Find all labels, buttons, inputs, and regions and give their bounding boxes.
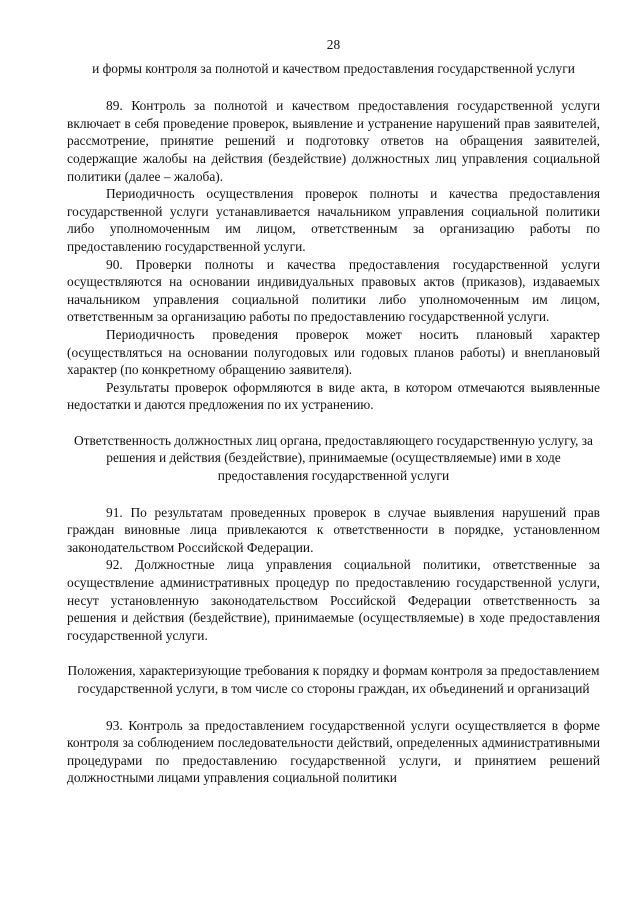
paragraph-90-results: Результаты проверок оформляются в виде акта, в котором отмечаются выявленные недостатки и даются предложения по их устранению. <box>67 379 600 413</box>
paragraph-90: 90. Проверки полноты и качества предоставления государственной услуги осуществляются на основании индивидуальных правовых актов (приказов), издаваемых начальником управления социальной политики либо уполномоченным им лицом, ответственным за организацию работы по предоставлению государственной услуги. <box>67 256 600 325</box>
paragraph-92: 92. Должностные лица управления социальной политики, ответственные за осуществление административных процедур по предоставлению государственной услуги, несут установленную законодательством Российской Федерации ответственность за решения и действия (бездействие), принимаемые (осуществляемые) в ходе предоставления государственной услуги. <box>67 557 600 643</box>
page-number: 28 <box>326 37 341 52</box>
paragraph-91: 91. По результатам проведенных проверок в случае выявления нарушений прав граждан виновные лица привлекаются к ответственности в порядке, установленном законодательством Российской Федерации. <box>67 504 600 555</box>
paragraph-89: 89. Контроль за полнотой и качеством предоставления государственной услуги включает в себя проведение проверок, выявление и устранение нарушений прав заявителей, рассмотрение, принятие решений и подготовку ответов на обращения заявителей, содержащие жалобы на действия (бездействие) должностных лиц управления социальной политики (далее – жалоба). <box>67 98 600 184</box>
paragraph-89-periodicity: Периодичность осуществления проверок полноты и качества предоставления государственной услуги устанавливается начальником управления социальной политики либо уполномоченным им лицом, ответственным за организацию работы по предоставлению государственной услуги. <box>67 186 600 254</box>
section-heading-responsibility: Ответственность должностных лиц органа, предоставляющего государственную услугу, за решения и действия (бездействие), принимаемые (осуществляемые) ими в ходе предоставления государственной услуги <box>73 432 593 484</box>
document-page <box>67 36 600 787</box>
section-heading-provisions: Положения, характеризующие требования к порядку и формам контроля за предоставлением государственной услуги, в том числе со стороны граждан, их объединений и организаций <box>67 663 600 696</box>
section-heading-control-forms: и формы контроля за полнотой и качеством предоставления государственной услуги <box>92 60 575 76</box>
paragraph-93: 93. Контроль за предоставлением государственной услуги осуществляется в форме контроля за соблюдением последовательности действий, определенных административными процедурами по предоставлению государственной услуги, и принятием решений должностными лицами управления социальной политики <box>67 717 600 786</box>
paragraph-90-periodicity: Периодичность проведения проверок может носить плановый характер (осуществляться на основании полугодовых или годовых планов работы) и внеплановый характер (по конкретному обращению заявителя). <box>67 326 600 378</box>
